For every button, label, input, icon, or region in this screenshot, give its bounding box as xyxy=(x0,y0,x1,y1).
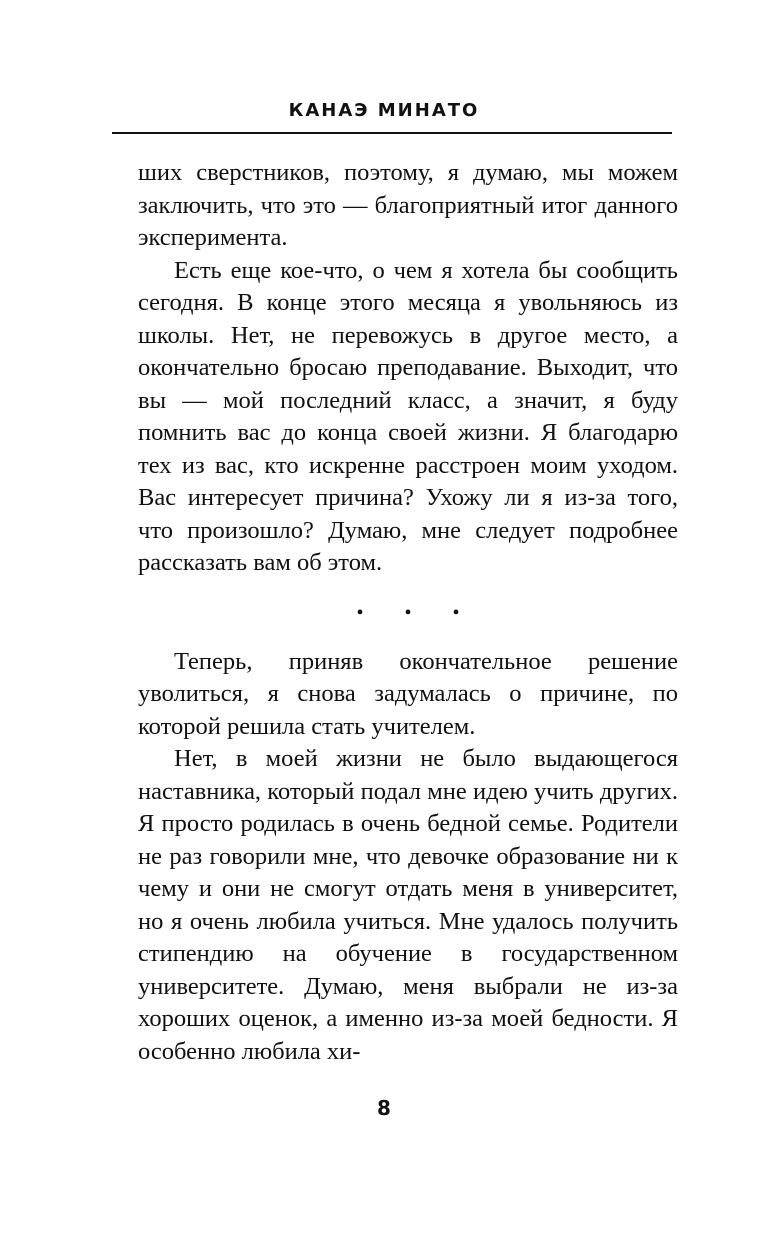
page-body xyxy=(138,157,678,1068)
page-number: 8 xyxy=(377,1096,391,1120)
paragraph-continued: ших сверстников, поэтому, я думаю, мы можем заключить, что это — благоприятный итог данного эксперимента. xyxy=(138,159,678,251)
paragraph: Теперь, приняв окончательное решение уволиться, я снова задумалась о причине, по которой решила стать учителем. xyxy=(138,647,678,740)
section-separator: • • • xyxy=(356,601,478,624)
running-header: КАНАЭ МИНАТО xyxy=(288,100,480,121)
paragraph: Нет, в моей жизни не было выдающегося наставника, который подал мне идею учить других. Я просто родилась в очень бедной семье. Родители не раз говорили мне, что девочке образование ни к чему и они не смогут отдать меня в университет, но я очень любила учиться. Мне удалось получить стипендию на обучение в государственном университете. Думаю, меня выбрали не из-за хороших оценок, а именно из-за моей бедности. Я особенно любила хи- xyxy=(138,745,678,1065)
paragraph: Есть еще кое-что, о чем я хотела бы сообщить сегодня. В конце этого месяца я увольняюсь из школы. Нет, не перевожусь в другое место, а окончательно бросаю преподавание. Выходит, что вы — мой последний класс, а значит, я буду помнить вас до конца своей жизни. Я благодарю тех из вас, кто искренне расстроен моим уходом. Вас интересует причина? Ухожу ли я из-за того, что произошло? Думаю, мне следует подробнее рассказать вам об этом. xyxy=(138,256,678,576)
header-rule xyxy=(112,132,672,134)
